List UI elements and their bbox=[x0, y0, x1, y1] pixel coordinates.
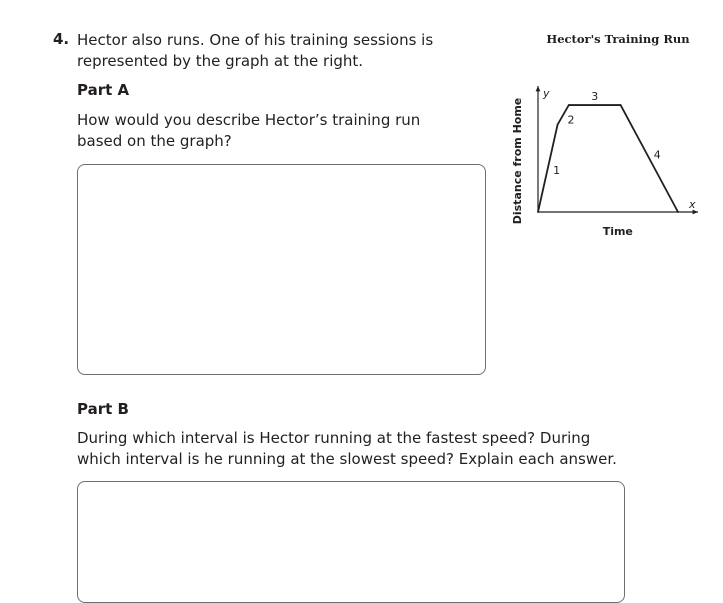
question-number: 4. bbox=[53, 30, 70, 48]
x-axis-label: Time bbox=[602, 225, 633, 238]
segment-label-4: 4 bbox=[653, 148, 661, 162]
chart-title: Hector's Training Run bbox=[546, 32, 690, 46]
part-a-answer-box[interactable] bbox=[77, 164, 486, 375]
question-text: Hector also runs. One of his training sessions is represented by the graph at the right. bbox=[77, 31, 434, 70]
distance-time-graph bbox=[505, 45, 715, 245]
part-a-heading: Part A bbox=[77, 81, 130, 99]
part-b-prompt: During which interval is Hector running at the fastest speed? During which interval is he running at the slowest speed? Explain each answer. bbox=[77, 429, 617, 468]
y-axis-label: Distance from Home bbox=[511, 97, 524, 225]
segment-label-1: 1 bbox=[553, 164, 561, 178]
part-b-answer-box[interactable] bbox=[77, 481, 625, 603]
segment-label-3: 3 bbox=[591, 90, 599, 104]
graph-segment-4 bbox=[621, 105, 678, 212]
part-a-prompt: How would you describe Hector’s training run based on the graph? bbox=[77, 111, 421, 150]
part-b-heading: Part B bbox=[77, 400, 129, 418]
segment-label-2: 2 bbox=[567, 113, 575, 127]
x-axis-letter: x bbox=[689, 198, 696, 211]
y-axis-letter: y bbox=[543, 87, 550, 100]
